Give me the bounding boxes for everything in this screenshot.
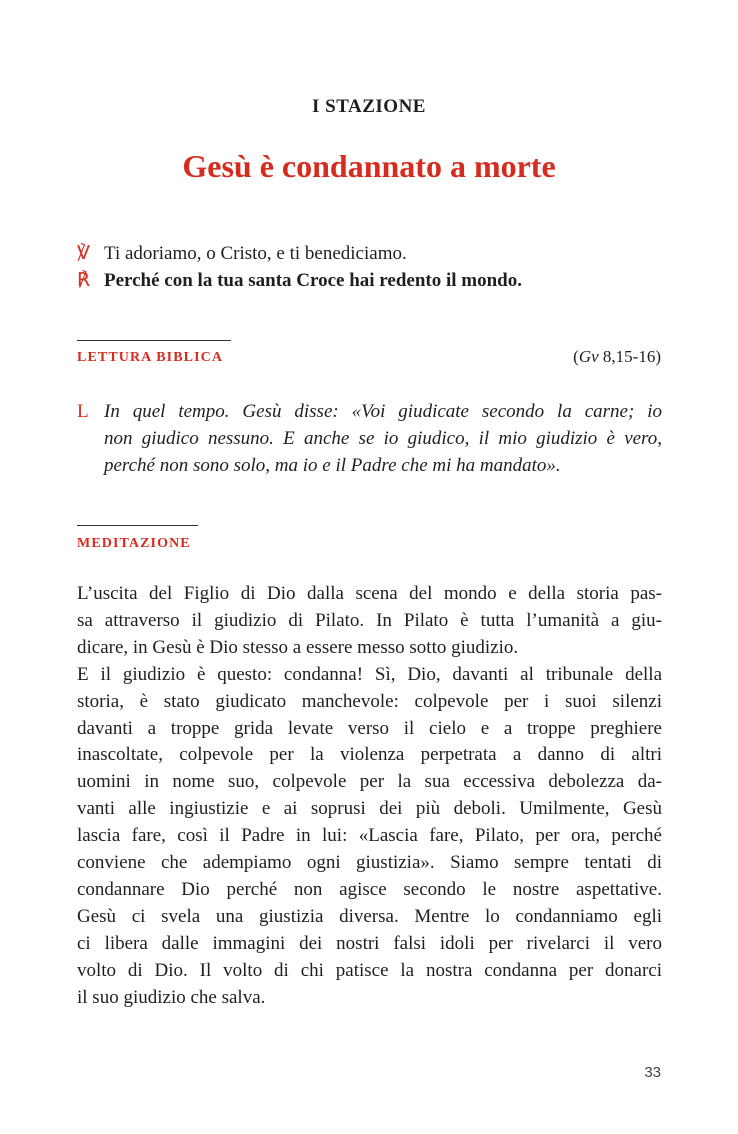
reading-line: In quel tempo. Gesù disse: «Voi giudicate secondo la carne; io xyxy=(104,401,662,422)
meditation-line: davanti a troppe grida levate verso il cielo e a troppe preghiere xyxy=(77,717,662,739)
ref-book: Gv xyxy=(578,347,599,366)
meditation-line: L’uscita del Figlio di Dio dalla scena del mondo e della storia pas- xyxy=(77,583,662,604)
meditation-line: conviene che adempiamo ogni giustizia». Siamo sempre tentati di xyxy=(77,852,662,874)
meditation-line: volto di Dio. Il volto di chi patisce la nostra condanna per donarci xyxy=(77,959,662,981)
reading-text xyxy=(104,398,662,479)
meditation-line: condannare Dio perché non agisce secondo le nostre aspettative. xyxy=(77,878,662,900)
meditation-line: uomini in nome suo, colpevole per la sua eccessiva debolezza da- xyxy=(77,771,662,793)
meditation-line: il suo giudizio che salva. xyxy=(77,986,266,1008)
meditation-heading: MEDITAZIONE xyxy=(77,536,191,551)
scripture-reference xyxy=(573,347,661,367)
meditation-line: storia, è stato giudicato manchevole: colpevole per i suoi silenzi xyxy=(77,690,662,712)
reading-line: non giudico nessuno. E anche se io giudico, il mio giudizio è vero, xyxy=(104,428,662,449)
page-title: Gesù è condannato a morte xyxy=(182,148,556,184)
versicle-text: Ti adoriamo, o Cristo, e ti benediciamo. xyxy=(104,243,407,264)
response-symbol: ℟ xyxy=(77,270,90,291)
meditation-line: lascia fare, così il Padre in lui: «Lascia fare, Pilato, per ora, perché xyxy=(77,825,662,847)
meditation-line: vanti alle ingiustizie e ai soprusi dei più deboli. Umilmente, Gesù xyxy=(77,798,662,820)
ref-open: ( xyxy=(573,347,579,366)
station-label: I STAZIONE xyxy=(312,96,426,117)
meditation-line: ci libera dalle immagini dei nostri falsi idoli per rivelarci il vero xyxy=(77,932,662,954)
reading-line: perché non sono solo, ma io e il Padre che mi ha mandato». xyxy=(104,455,561,476)
meditation-text xyxy=(77,581,662,1012)
reading-heading: LETTURA BIBLICA xyxy=(77,350,224,365)
meditation-line: E il giudizio è questo: condanna! Sì, Dio, davanti al tribunale della xyxy=(77,663,662,685)
versicle-symbol: ℣ xyxy=(77,243,90,264)
ref-rest: 8,15-16) xyxy=(598,347,661,366)
meditation-line: dicare, in Gesù è Dio stesso a essere messo sotto giudizio. xyxy=(77,636,519,658)
page-number: 33 xyxy=(644,1064,661,1081)
section-divider xyxy=(77,525,198,526)
meditation-line: Gesù ci svela una giustizia diversa. Mentre lo condanniamo egli xyxy=(77,905,662,927)
response-text: Perché con la tua santa Croce hai redento il mondo. xyxy=(104,270,522,291)
meditation-line: sa attraverso il giudizio di Pilato. In Pilato è tutta l’umanità a giu- xyxy=(77,609,662,631)
meditation-line: inascoltate, colpevole per la violenza perpetrata a danno di altri xyxy=(77,744,662,766)
reading-marker: L xyxy=(77,401,89,422)
section-divider xyxy=(77,340,231,341)
